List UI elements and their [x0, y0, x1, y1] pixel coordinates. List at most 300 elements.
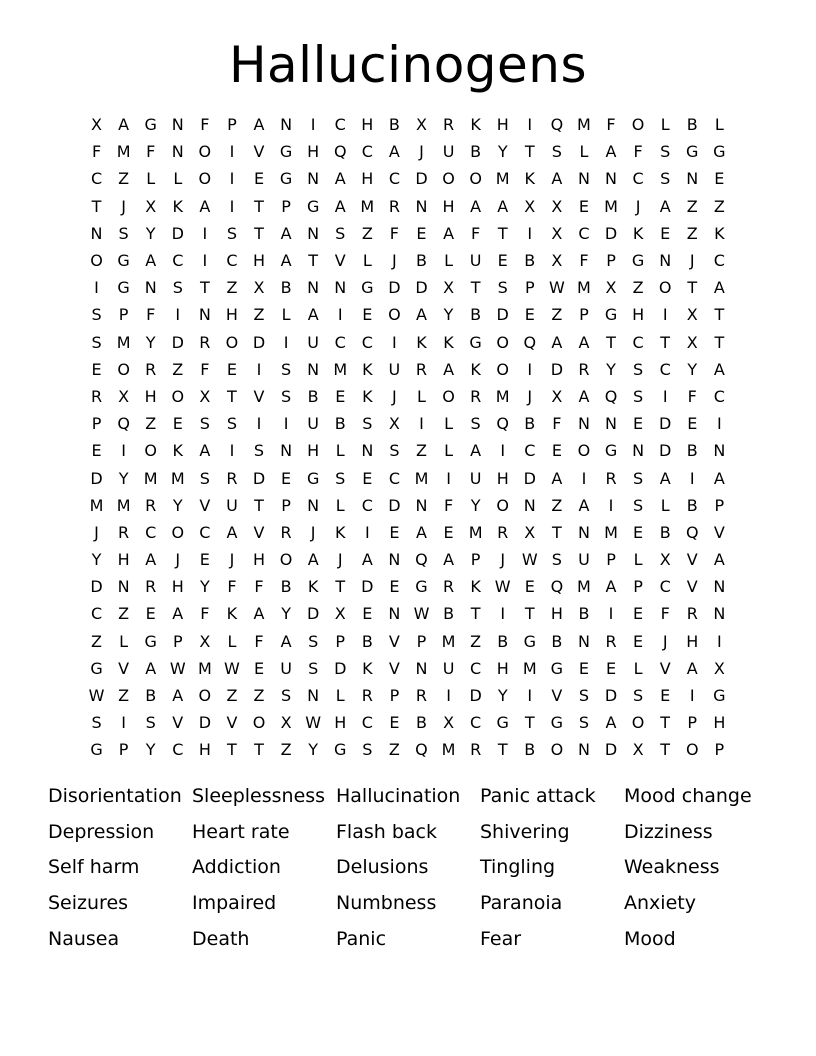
grid-letter: O	[496, 495, 509, 515]
grid-letter: Q	[415, 550, 428, 570]
grid-letter: Y	[145, 740, 156, 760]
grid-letter: A	[659, 196, 671, 216]
grid-letter: Y	[443, 305, 454, 325]
grid-letter: D	[469, 686, 482, 706]
grid-letter: L	[444, 414, 454, 434]
grid-letter: E	[91, 441, 102, 461]
grid-row	[83, 519, 733, 546]
grid-letter: A	[497, 196, 509, 216]
grid-letter: J	[175, 550, 181, 570]
grid-letter: A	[713, 278, 725, 298]
grid-letter: Z	[686, 223, 698, 243]
grid-letter: Z	[713, 196, 725, 216]
grid-letter: G	[144, 115, 157, 135]
grid-letter: I	[229, 169, 235, 189]
grid-letter: R	[388, 196, 400, 216]
grid-letter: X	[605, 278, 617, 298]
grid-letter: J	[392, 251, 397, 271]
word-list-item: Addiction	[192, 856, 281, 879]
grid-letter: E	[714, 169, 725, 189]
grid-letter: P	[579, 305, 589, 325]
grid-letter: P	[416, 631, 427, 651]
grid-letter: E	[578, 196, 589, 216]
grid-letter: K	[470, 115, 481, 135]
grid-letter: C	[334, 115, 346, 135]
grid-letter: I	[202, 223, 208, 243]
grid-letter: S	[660, 169, 671, 189]
grid-letter: I	[500, 604, 506, 624]
grid-letter: B	[334, 414, 346, 434]
grid-letter: D	[90, 577, 103, 597]
grid-letter: Q	[604, 386, 618, 406]
grid-letter: J	[392, 386, 397, 406]
grid-letter: K	[416, 332, 427, 352]
grid-letter: N	[577, 631, 590, 651]
grid-letter: K	[362, 386, 373, 406]
grid-letter: K	[524, 169, 536, 189]
grid-letter: M	[468, 522, 483, 542]
grid-row	[83, 301, 733, 328]
grid-letter: E	[524, 577, 535, 597]
grid-letter: Z	[172, 359, 184, 379]
grid-letter: A	[199, 441, 211, 461]
grid-letter: A	[145, 251, 157, 271]
grid-letter: E	[362, 468, 373, 488]
grid-letter: L	[173, 169, 183, 189]
grid-letter: M	[116, 142, 131, 162]
grid-letter: U	[469, 468, 482, 488]
grid-letter: K	[226, 604, 238, 624]
grid-letter: C	[361, 332, 373, 352]
word-list-item: Seizures	[48, 892, 129, 915]
grid-letter: N	[415, 495, 428, 515]
grid-letter: N	[605, 169, 617, 189]
word-list-item: Depression	[48, 820, 155, 843]
grid-letter: H	[496, 658, 509, 678]
grid-letter: O	[685, 740, 699, 760]
grid-letter: A	[551, 169, 563, 189]
grid-letter: A	[443, 223, 455, 243]
grid-letter: A	[280, 223, 292, 243]
grid-letter: N	[415, 196, 428, 216]
grid-letter: N	[171, 142, 184, 162]
grid-letter: N	[307, 686, 320, 706]
grid-letter: C	[145, 522, 157, 542]
grid-letter: N	[713, 441, 726, 461]
grid-letter: W	[494, 577, 511, 597]
grid-letter: R	[442, 115, 455, 135]
word-list-item: Tingling	[480, 856, 556, 879]
grid-letter: H	[632, 305, 645, 325]
grid-letter: G	[90, 658, 103, 678]
grid-letter: X	[334, 604, 346, 624]
grid-letter: I	[446, 686, 451, 706]
grid-letter: I	[446, 468, 451, 488]
grid-letter: T	[660, 740, 671, 760]
grid-letter: S	[281, 386, 292, 406]
grid-letter: X	[686, 332, 698, 352]
grid-letter: H	[307, 441, 320, 461]
grid-letter: Z	[632, 278, 644, 298]
grid-letter: O	[442, 169, 455, 189]
grid-letter: D	[604, 686, 618, 706]
grid-letter: G	[279, 169, 293, 189]
grid-letter: P	[281, 495, 291, 515]
grid-letter: A	[578, 386, 590, 406]
grid-letter: A	[605, 713, 617, 733]
grid-letter: N	[686, 169, 699, 189]
grid-letter: T	[227, 740, 237, 760]
grid-row	[83, 165, 733, 192]
grid-row	[83, 437, 733, 464]
grid-letter: F	[606, 115, 616, 135]
grid-row	[83, 573, 733, 600]
grid-letter: M	[577, 115, 591, 135]
grid-letter: H	[713, 713, 726, 733]
grid-letter: I	[283, 332, 289, 352]
grid-letter: R	[605, 631, 617, 651]
grid-letter: E	[633, 604, 644, 624]
grid-letter: O	[171, 386, 185, 406]
grid-letter: I	[229, 196, 235, 216]
grid-letter: M	[143, 468, 158, 488]
grid-letter: I	[121, 713, 126, 733]
word-list-item: Disorientation	[48, 784, 182, 807]
grid-letter: D	[388, 278, 401, 298]
grid-letter: X	[388, 414, 400, 434]
grid-letter: N	[198, 305, 211, 325]
grid-letter: E	[335, 386, 346, 406]
grid-letter: T	[660, 713, 671, 733]
grid-row	[83, 356, 733, 383]
grid-letter: N	[117, 577, 130, 597]
grid-letter: V	[388, 658, 400, 678]
grid-letter: T	[254, 223, 264, 243]
grid-letter: I	[662, 305, 668, 325]
grid-letter: B	[524, 414, 536, 434]
grid-letter: L	[362, 251, 372, 271]
grid-letter: O	[496, 359, 509, 379]
grid-letter: O	[388, 305, 401, 325]
grid-letter: O	[198, 142, 212, 162]
grid-letter: K	[443, 332, 454, 352]
grid-letter: L	[119, 631, 129, 651]
grid-letter: A	[199, 196, 211, 216]
grid-letter: L	[633, 550, 643, 570]
grid-letter: A	[253, 604, 265, 624]
grid-letter: F	[579, 251, 589, 271]
grid-letter: R	[90, 386, 103, 406]
grid-letter: P	[389, 686, 400, 706]
grid-letter: A	[388, 142, 400, 162]
grid-letter: L	[660, 115, 670, 135]
grid-letter: T	[470, 604, 481, 624]
grid-letter: P	[714, 495, 725, 515]
grid-letter: Y	[172, 495, 183, 515]
grid-letter: R	[145, 495, 157, 515]
word-list-item: Delusions	[336, 856, 429, 879]
grid-letter: H	[334, 713, 347, 733]
grid-letter: T	[714, 332, 725, 352]
grid-letter: I	[175, 305, 181, 325]
grid-letter: E	[199, 550, 210, 570]
grid-letter: N	[388, 604, 401, 624]
grid-letter: N	[307, 169, 320, 189]
grid-letter: E	[362, 305, 373, 325]
grid-letter: B	[659, 522, 671, 542]
grid-row	[83, 736, 733, 763]
grid-letter: B	[497, 631, 509, 651]
grid-letter: N	[605, 414, 617, 434]
grid-letter: S	[551, 142, 562, 162]
grid-letter: Y	[308, 740, 319, 760]
grid-row	[83, 492, 733, 519]
grid-letter: R	[415, 686, 428, 706]
grid-letter: R	[470, 740, 482, 760]
grid-letter: X	[551, 196, 563, 216]
grid-letter: C	[361, 142, 373, 162]
grid-letter: D	[550, 359, 564, 379]
grid-letter: Y	[145, 332, 156, 352]
grid-letter: D	[659, 441, 672, 461]
grid-letter: E	[389, 522, 400, 542]
grid-letter: C	[713, 386, 725, 406]
grid-letter: G	[604, 305, 618, 325]
grid-letter: S	[578, 713, 590, 733]
grid-letter: O	[469, 169, 482, 189]
grid-letter: H	[496, 115, 509, 135]
grid-letter: S	[578, 686, 590, 706]
grid-letter: V	[686, 577, 698, 597]
word-list-item: Mood	[624, 928, 676, 951]
grid-letter: N	[577, 414, 590, 434]
grid-letter: Z	[253, 686, 265, 706]
grid-letter: R	[442, 577, 455, 597]
grid-letter: K	[632, 223, 644, 243]
grid-letter: V	[253, 522, 265, 542]
grid-letter: D	[252, 468, 266, 488]
grid-letter: P	[606, 251, 616, 271]
grid-letter: S	[335, 468, 346, 488]
grid-letter: T	[497, 740, 508, 760]
grid-letter: N	[307, 495, 320, 515]
grid-letter: H	[442, 196, 455, 216]
grid-letter: B	[686, 441, 698, 461]
grid-letter: N	[307, 223, 320, 243]
grid-letter: T	[524, 142, 535, 162]
grid-letter: I	[229, 142, 235, 162]
grid-letter: T	[199, 278, 210, 298]
grid-letter: F	[146, 305, 156, 325]
grid-letter: I	[581, 468, 587, 488]
grid-letter: G	[306, 468, 320, 488]
grid-letter: U	[307, 414, 320, 434]
grid-letter: D	[523, 468, 536, 488]
grid-letter: S	[91, 713, 102, 733]
grid-letter: C	[578, 223, 590, 243]
grid-letter: E	[605, 658, 617, 678]
grid-letter: O	[225, 332, 239, 352]
grid-letter: E	[416, 223, 427, 243]
grid-letter: B	[361, 631, 373, 651]
grid-letter: A	[172, 686, 184, 706]
grid-letter: A	[416, 522, 427, 542]
grid-letter: L	[660, 495, 670, 515]
grid-letter: J	[310, 522, 316, 542]
grid-letter: V	[388, 631, 400, 651]
grid-letter: U	[280, 658, 292, 678]
grid-letter: F	[200, 604, 210, 624]
grid-letter: Y	[118, 468, 129, 488]
word-list-item: Self harm	[48, 856, 140, 879]
grid-letter: C	[470, 713, 482, 733]
grid-letter: M	[197, 658, 212, 678]
grid-letter: L	[417, 386, 426, 406]
grid-letter: N	[523, 495, 536, 515]
word-list-item: Paranoia	[480, 892, 563, 915]
grid-letter: K	[362, 359, 373, 379]
word-list-item: Shivering	[480, 820, 570, 843]
grid-letter: N	[90, 223, 103, 243]
grid-letter: V	[659, 658, 671, 678]
grid-letter: F	[254, 631, 264, 651]
grid-letter: X	[659, 550, 671, 570]
grid-letter: M	[441, 740, 456, 760]
grid-letter: A	[578, 495, 590, 515]
grid-letter: M	[522, 658, 537, 678]
grid-letter: Z	[415, 441, 427, 461]
grid-row	[83, 709, 733, 736]
grid-letter: R	[145, 577, 157, 597]
grid-letter: T	[524, 713, 535, 733]
grid-letter: B	[470, 305, 482, 325]
grid-letter: I	[608, 495, 614, 515]
grid-letter: F	[200, 359, 210, 379]
grid-letter: I	[229, 441, 235, 461]
grid-letter: D	[198, 713, 212, 733]
grid-letter: Y	[497, 686, 508, 706]
grid-letter: Y	[497, 142, 508, 162]
grid-letter: A	[443, 359, 455, 379]
grid-letter: I	[662, 386, 668, 406]
grid-letter: Y	[470, 495, 481, 515]
grid-letter: O	[550, 740, 564, 760]
grid-letter: A	[713, 550, 725, 570]
grid-letter: G	[415, 577, 428, 597]
grid-letter: K	[307, 577, 319, 597]
grid-letter: D	[171, 223, 184, 243]
grid-row	[83, 329, 733, 356]
grid-letter: J	[662, 631, 668, 651]
grid-letter: H	[144, 386, 157, 406]
grid-letter: A	[443, 550, 455, 570]
grid-letter: H	[171, 577, 184, 597]
grid-letter: I	[256, 414, 262, 434]
grid-letter: F	[146, 142, 156, 162]
word-row	[48, 921, 788, 957]
grid-letter: O	[144, 441, 157, 461]
grid-letter: I	[121, 441, 126, 461]
grid-letter: S	[253, 441, 265, 461]
grid-letter: O	[117, 359, 130, 379]
grid-letter: T	[254, 740, 264, 760]
grid-letter: A	[361, 550, 373, 570]
grid-letter: G	[90, 740, 103, 760]
grid-letter: A	[605, 577, 617, 597]
grid-letter: G	[361, 278, 374, 298]
grid-letter: Q	[117, 414, 130, 434]
grid-letter: T	[606, 332, 616, 352]
grid-letter: R	[280, 522, 292, 542]
grid-letter: F	[91, 142, 102, 162]
grid-letter: X	[118, 386, 130, 406]
grid-letter: E	[633, 631, 644, 651]
grid-letter: L	[146, 169, 156, 189]
grid-letter: A	[145, 550, 157, 570]
grid-letter: C	[632, 332, 644, 352]
grid-letter: X	[91, 115, 103, 135]
grid-letter: A	[307, 550, 319, 570]
grid-letter: N	[577, 522, 590, 542]
grid-letter: T	[524, 604, 535, 624]
grid-letter: A	[686, 658, 698, 678]
grid-letter: L	[714, 115, 724, 135]
grid-letter: X	[551, 251, 563, 271]
grid-letter: V	[334, 251, 346, 271]
grid-letter: P	[172, 631, 183, 651]
grid-letter: X	[415, 115, 427, 135]
grid-letter: H	[117, 550, 130, 570]
grid-letter: E	[443, 522, 454, 542]
grid-letter: J	[689, 251, 695, 271]
grid-letter: B	[415, 713, 427, 733]
grid-letter: X	[280, 713, 292, 733]
grid-letter: X	[524, 196, 536, 216]
grid-letter: A	[470, 196, 482, 216]
grid-letter: G	[604, 441, 618, 461]
word-row	[48, 814, 788, 850]
grid-letter: S	[308, 658, 319, 678]
grid-letter: S	[172, 278, 183, 298]
grid-letter: P	[118, 305, 129, 325]
grid-letter: E	[660, 686, 671, 706]
grid-row	[83, 274, 733, 301]
grid-letter: P	[714, 740, 725, 760]
grid-letter: C	[659, 359, 671, 379]
grid-letter: D	[307, 604, 320, 624]
grid-letter: Z	[388, 740, 400, 760]
grid-letter: C	[334, 332, 346, 352]
grid-letter: T	[254, 196, 264, 216]
grid-letter: I	[716, 631, 722, 651]
grid-letter: H	[496, 468, 509, 488]
grid-letter: E	[362, 604, 373, 624]
grid-letter: E	[578, 658, 589, 678]
grid-letter: D	[496, 305, 509, 325]
grid-row	[83, 138, 733, 165]
grid-letter: Q	[333, 142, 347, 162]
grid-letter: G	[550, 713, 564, 733]
grid-letter: S	[389, 441, 400, 461]
grid-row	[83, 111, 733, 138]
grid-letter: I	[337, 305, 343, 325]
grid-letter: K	[362, 658, 373, 678]
grid-letter: Y	[145, 223, 156, 243]
grid-letter: Z	[226, 278, 238, 298]
grid-letter: F	[200, 115, 210, 135]
grid-letter: C	[172, 251, 184, 271]
grid-letter: X	[632, 740, 644, 760]
